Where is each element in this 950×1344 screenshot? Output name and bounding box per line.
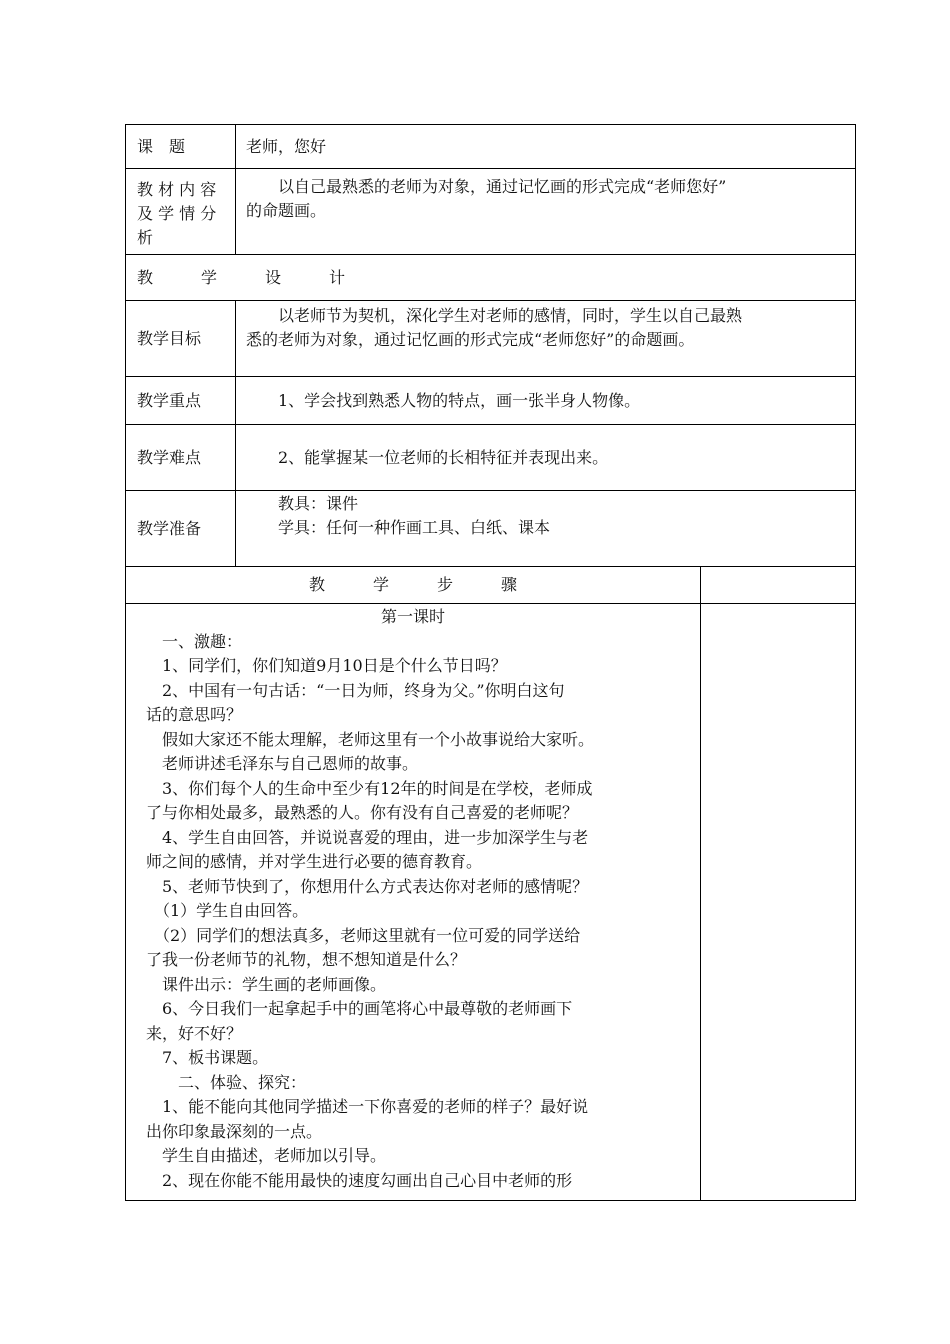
objectives-text-line-1: 以老师节为契机，深化学生对老师的感情，同时，学生以自己最熟 <box>246 306 743 325</box>
analysis-value-cell <box>236 169 855 254</box>
row-difficulties <box>125 424 856 490</box>
steps-line: 二、体验、探究： <box>146 1072 307 1092</box>
row-objectives <box>125 300 856 376</box>
steps-line: 4、学生自由回答，并说说喜爱的理由，进一步加深学生与老 <box>146 827 589 847</box>
steps-line: 2、现在你能不能用最快的速度勾画出自己心目中老师的形 <box>146 1170 573 1190</box>
analysis-label-line-1: 教 材 内 容 <box>137 180 217 199</box>
difficulties-value-cell <box>236 425 855 490</box>
steps-line: 话的意思吗？ <box>146 705 243 724</box>
steps-content-cell <box>126 604 701 1200</box>
steps-line: 1、能不能向其他同学描述一下你喜爱的老师的样子？最好说 <box>146 1097 589 1116</box>
objectives-label-text: 教学目标 <box>137 328 202 348</box>
steps-line: 3、你们每个人的生命中至少有12年的时间是在学校，老师成 <box>146 778 593 798</box>
steps-list <box>146 630 700 1194</box>
key-points-text: 1、学会找到熟悉人物的特点，画一张半身人物像。 <box>246 390 641 410</box>
steps-line: 1、同学们，你们知道9月10日是个什么节日吗？ <box>146 656 507 675</box>
steps-line: 学生自由描述，老师加以引导。 <box>146 1146 387 1165</box>
steps-line: 了我一份老师节的礼物，想不想知道是什么？ <box>146 950 467 969</box>
row-key-points <box>125 376 856 424</box>
analysis-text-line-2: 的命题画。 <box>246 201 327 220</box>
steps-line: 假如大家还不能太理解，老师这里有一个小故事说给大家听。 <box>146 729 595 749</box>
steps-line: 2、中国有一句古话：“一日为师，终身为父。”你明白这句 <box>146 680 565 700</box>
objectives-label <box>126 301 236 376</box>
steps-line: 出你印象最深刻的一点。 <box>146 1121 323 1141</box>
steps-line: 来，好不好？ <box>146 1023 243 1043</box>
analysis-label <box>126 169 236 254</box>
row-analysis <box>125 168 856 254</box>
steps-line: 5、老师节快到了，你想用什么方式表达你对老师的感情呢？ <box>146 876 589 896</box>
key-points-label <box>126 377 236 424</box>
preparation-line-2: 学具：任何一种作画工具、白纸、课本 <box>246 518 551 537</box>
analysis-label-line-2: 及 学 情 分 <box>137 204 217 223</box>
steps-line: （1）学生自由回答。 <box>146 901 309 920</box>
subject-value: 老师，您好 <box>246 136 327 156</box>
analysis-label-line-3: 析 <box>137 228 154 247</box>
preparation-line-1: 教具：课件 <box>246 494 359 513</box>
row-subject <box>125 124 856 168</box>
preparation-label-text: 教学准备 <box>137 518 202 538</box>
design-heading: 教 学 设 计 <box>137 267 346 287</box>
row-steps-content <box>125 603 856 1201</box>
steps-line: 师之间的感情，并对学生进行必要的德育教育。 <box>146 852 483 871</box>
steps-line: 6、今日我们一起拿起手中的画笔将心中最尊敬的老师画下 <box>146 999 573 1018</box>
steps-line: 一、激趣： <box>146 631 243 651</box>
preparation-value-cell <box>236 491 855 566</box>
steps-line: 老师讲述毛泽东与自己恩师的故事。 <box>146 754 419 773</box>
subject-label-text: 课 题 <box>137 136 186 156</box>
difficulties-text: 2、能掌握某一位老师的长相特征并表现出来。 <box>246 447 609 467</box>
objectives-text-line-2: 悉的老师为对象，通过记忆画的形式完成“老师您好”的命题画。 <box>246 330 695 349</box>
subject-label <box>126 125 236 168</box>
steps-heading: 教 学 步 骤 <box>308 575 517 594</box>
steps-heading-cell <box>126 567 701 603</box>
analysis-text-line-1: 以自己最熟悉的老师为对象，通过记忆画的形式完成“老师您好” <box>246 177 727 196</box>
difficulties-label <box>126 425 236 490</box>
difficulties-label-text: 教学难点 <box>137 447 202 467</box>
lesson-title: 第一课时 <box>380 607 445 626</box>
row-steps-heading <box>125 566 856 603</box>
row-preparation <box>125 490 856 566</box>
steps-line: 7、板书课题。 <box>146 1048 269 1067</box>
subject-value-cell <box>236 125 855 168</box>
steps-line: 课件出示：学生画的老师画像。 <box>146 974 387 994</box>
steps-line: 了与你相处最多，最熟悉的人。你有没有自己喜爱的老师呢？ <box>146 803 579 822</box>
key-points-label-text: 教学重点 <box>137 390 202 410</box>
objectives-value-cell <box>236 301 855 376</box>
row-design-heading <box>125 254 856 300</box>
steps-line: （2）同学们的想法真多，老师这里就有一位可爱的同学送给 <box>146 925 581 945</box>
key-points-value-cell <box>236 377 855 424</box>
preparation-label <box>126 491 236 566</box>
